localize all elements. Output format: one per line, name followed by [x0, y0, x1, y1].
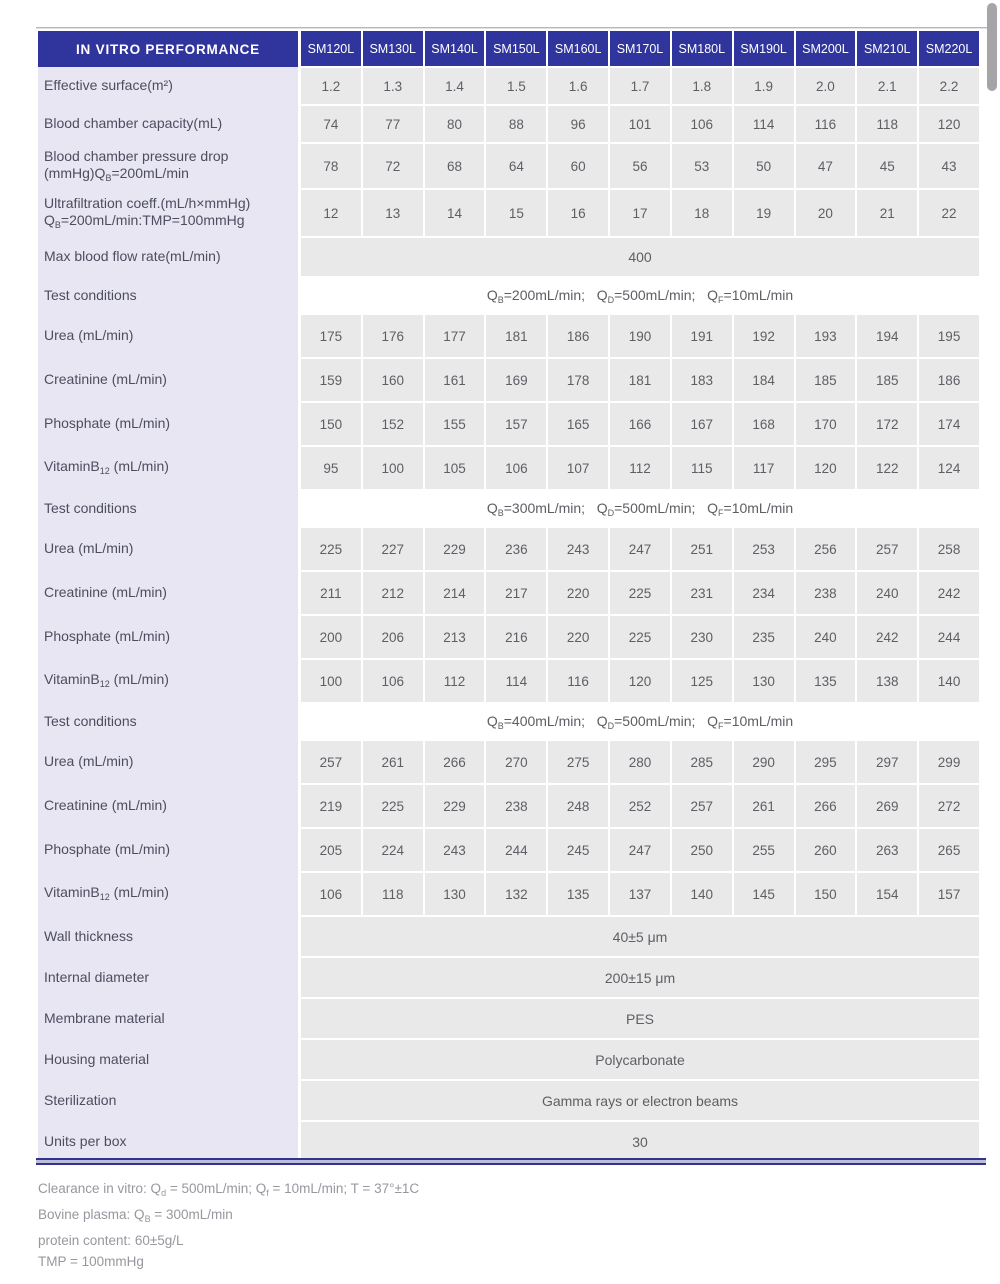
value-cell: 13 [362, 189, 424, 237]
span-value-cell: $Q_B=400mL/\min$; $Q_D=500mL/\min$; $Q_F=10mL/\min$ [300, 703, 980, 740]
value-cell: 214 [424, 571, 486, 615]
value-cell: 2.1 [856, 67, 918, 105]
value-cell: 43 [918, 143, 980, 189]
value-cell: 106 [300, 872, 362, 916]
value-cell: 167 [671, 402, 733, 446]
value-cell: 160 [362, 358, 424, 402]
value-cell: 266 [795, 784, 857, 828]
value-cell: 247 [609, 527, 671, 571]
value-cell: 172 [856, 402, 918, 446]
value-cell: 106 [485, 446, 547, 490]
value-cell: 272 [918, 784, 980, 828]
value-cell: 120 [918, 105, 980, 143]
value-cell: 266 [424, 740, 486, 784]
value-cell: 68 [424, 143, 486, 189]
column-header-model: SM170L [609, 31, 671, 67]
value-cell: 225 [300, 527, 362, 571]
value-cell: 225 [609, 571, 671, 615]
value-cell: 168 [733, 402, 795, 446]
value-cell: 261 [362, 740, 424, 784]
value-cell: 2.0 [795, 67, 857, 105]
value-cell: 14 [424, 189, 486, 237]
value-cell: 169 [485, 358, 547, 402]
table-row [38, 67, 980, 105]
value-cell: 225 [609, 615, 671, 659]
row-label: Test conditions [38, 277, 300, 314]
row-label: Test conditions [38, 490, 300, 527]
value-cell: 101 [609, 105, 671, 143]
footnote-line: TMP = 100mmHg [38, 1254, 144, 1269]
value-cell: 145 [733, 872, 795, 916]
row-label: Urea (mL/min) [38, 527, 300, 571]
value-cell: 56 [609, 143, 671, 189]
column-header-model: SM180L [671, 31, 733, 67]
value-cell: 263 [856, 828, 918, 872]
value-cell: 137 [609, 872, 671, 916]
column-header-model: SM210L [856, 31, 918, 67]
value-cell: 227 [362, 527, 424, 571]
column-header-model: SM140L [424, 31, 486, 67]
value-cell: 184 [733, 358, 795, 402]
row-label: Creatinine (mL/min) [38, 358, 300, 402]
table-row [38, 740, 980, 784]
value-cell: 16 [547, 189, 609, 237]
value-cell: 238 [485, 784, 547, 828]
row-label: Blood chamber capacity(mL) [38, 105, 300, 143]
value-cell: 240 [856, 571, 918, 615]
footnote-line: Clearance in vitro: $Q_d = 500mL/\min$; $Q_f = 10mL/\min$; T = 37°±1C [38, 1181, 420, 1198]
row-label: VitaminB$_{12}$ (mL/min) [38, 446, 300, 490]
value-cell: 229 [424, 784, 486, 828]
span-value-cell: $Q_B=200mL/\min$; $Q_D=500mL/\min$; $Q_F=10mL/\min$ [300, 277, 980, 314]
value-cell: 80 [424, 105, 486, 143]
value-cell: 60 [547, 143, 609, 189]
in-vitro-performance-table [38, 31, 980, 1162]
span-value-cell: 40±5 μm [300, 916, 980, 957]
value-cell: 285 [671, 740, 733, 784]
footnotes [38, 1178, 419, 1272]
row-label: Urea (mL/min) [38, 740, 300, 784]
value-cell: 236 [485, 527, 547, 571]
value-cell: 257 [671, 784, 733, 828]
table-row [38, 358, 980, 402]
value-cell: 194 [856, 314, 918, 358]
value-cell: 64 [485, 143, 547, 189]
footnote-line: protein content: 60±5g/L [38, 1233, 184, 1248]
value-cell: 120 [609, 659, 671, 703]
table-row [38, 105, 980, 143]
value-cell: 243 [424, 828, 486, 872]
value-cell: 200 [300, 615, 362, 659]
span-value-cell: 30 [300, 1121, 980, 1162]
value-cell: 107 [547, 446, 609, 490]
value-cell: 224 [362, 828, 424, 872]
value-cell: 212 [362, 571, 424, 615]
value-cell: 125 [671, 659, 733, 703]
column-header-model: SM120L [300, 31, 362, 67]
scrollbar-thumb[interactable] [987, 3, 997, 91]
row-label: Creatinine (mL/min) [38, 571, 300, 615]
value-cell: 116 [547, 659, 609, 703]
table-row [38, 571, 980, 615]
table-row [38, 446, 980, 490]
value-cell: 260 [795, 828, 857, 872]
value-cell: 140 [918, 659, 980, 703]
value-cell: 53 [671, 143, 733, 189]
row-label: Ultrafiltration coeff.(mL/h×mmHg) $Q_B=200mL/\min:TMP=100mmHg$ [38, 189, 300, 237]
value-cell: 1.9 [733, 67, 795, 105]
row-label: Blood chamber pressure drop $(mmHg)Q_B=200mL/\min$ [38, 143, 300, 189]
value-cell: 132 [485, 872, 547, 916]
value-cell: 72 [362, 143, 424, 189]
span-value-cell: Gamma rays or electron beams [300, 1080, 980, 1121]
row-label: Phosphate (mL/min) [38, 615, 300, 659]
value-cell: 12 [300, 189, 362, 237]
value-cell: 2.2 [918, 67, 980, 105]
span-value-cell: Polycarbonate [300, 1039, 980, 1080]
value-cell: 22 [918, 189, 980, 237]
value-cell: 50 [733, 143, 795, 189]
value-cell: 261 [733, 784, 795, 828]
value-cell: 157 [485, 402, 547, 446]
value-cell: 166 [609, 402, 671, 446]
value-cell: 193 [795, 314, 857, 358]
row-label: VitaminB$_{12}$ (mL/min) [38, 659, 300, 703]
value-cell: 257 [856, 527, 918, 571]
value-cell: 191 [671, 314, 733, 358]
value-cell: 100 [300, 659, 362, 703]
value-cell: 255 [733, 828, 795, 872]
span-value-cell: 400 [300, 237, 980, 277]
column-header-model: SM190L [733, 31, 795, 67]
value-cell: 245 [547, 828, 609, 872]
value-cell: 231 [671, 571, 733, 615]
table-row [38, 1080, 980, 1121]
value-cell: 100 [362, 446, 424, 490]
column-header-model: SM200L [795, 31, 857, 67]
value-cell: 47 [795, 143, 857, 189]
span-value-cell: PES [300, 998, 980, 1039]
value-cell: 157 [918, 872, 980, 916]
value-cell: 299 [918, 740, 980, 784]
value-cell: 178 [547, 358, 609, 402]
table-row [38, 402, 980, 446]
row-label: Urea (mL/min) [38, 314, 300, 358]
row-label: Effective surface(m²) [38, 67, 300, 105]
table-row [38, 957, 980, 998]
value-cell: 112 [424, 659, 486, 703]
value-cell: 130 [733, 659, 795, 703]
table-row [38, 143, 980, 189]
row-label: Creatinine (mL/min) [38, 784, 300, 828]
table-row [38, 527, 980, 571]
value-cell: 150 [300, 402, 362, 446]
table-row [38, 916, 980, 957]
value-cell: 248 [547, 784, 609, 828]
value-cell: 219 [300, 784, 362, 828]
value-cell: 295 [795, 740, 857, 784]
value-cell: 118 [362, 872, 424, 916]
value-cell: 220 [547, 571, 609, 615]
value-cell: 247 [609, 828, 671, 872]
value-cell: 185 [856, 358, 918, 402]
value-cell: 243 [547, 527, 609, 571]
value-cell: 257 [300, 740, 362, 784]
value-cell: 161 [424, 358, 486, 402]
value-cell: 112 [609, 446, 671, 490]
value-cell: 250 [671, 828, 733, 872]
value-cell: 185 [795, 358, 857, 402]
span-value-cell: 200±15 μm [300, 957, 980, 998]
value-cell: 297 [856, 740, 918, 784]
column-header-model: SM130L [362, 31, 424, 67]
column-header-model: SM220L [918, 31, 980, 67]
value-cell: 120 [795, 446, 857, 490]
value-cell: 235 [733, 615, 795, 659]
table-row [38, 784, 980, 828]
value-cell: 183 [671, 358, 733, 402]
value-cell: 124 [918, 446, 980, 490]
row-label: Units per box [38, 1121, 300, 1162]
value-cell: 74 [300, 105, 362, 143]
table-row [38, 703, 980, 740]
value-cell: 205 [300, 828, 362, 872]
span-value-cell: $Q_B=300mL/\min$; $Q_D=500mL/\min$; $Q_F=10mL/\min$ [300, 490, 980, 527]
value-cell: 269 [856, 784, 918, 828]
value-cell: 176 [362, 314, 424, 358]
value-cell: 96 [547, 105, 609, 143]
value-cell: 290 [733, 740, 795, 784]
value-cell: 181 [485, 314, 547, 358]
value-cell: 242 [918, 571, 980, 615]
top-divider [36, 27, 992, 29]
value-cell: 115 [671, 446, 733, 490]
value-cell: 253 [733, 527, 795, 571]
value-cell: 1.6 [547, 67, 609, 105]
value-cell: 19 [733, 189, 795, 237]
value-cell: 213 [424, 615, 486, 659]
value-cell: 135 [795, 659, 857, 703]
value-cell: 1.7 [609, 67, 671, 105]
value-cell: 18 [671, 189, 733, 237]
value-cell: 135 [547, 872, 609, 916]
value-cell: 280 [609, 740, 671, 784]
value-cell: 1.2 [300, 67, 362, 105]
value-cell: 256 [795, 527, 857, 571]
value-cell: 238 [795, 571, 857, 615]
value-cell: 155 [424, 402, 486, 446]
row-label: Test conditions [38, 703, 300, 740]
value-cell: 118 [856, 105, 918, 143]
value-cell: 117 [733, 446, 795, 490]
value-cell: 21 [856, 189, 918, 237]
value-cell: 186 [547, 314, 609, 358]
value-cell: 230 [671, 615, 733, 659]
row-label: Housing material [38, 1039, 300, 1080]
column-header-model: SM160L [547, 31, 609, 67]
value-cell: 15 [485, 189, 547, 237]
value-cell: 170 [795, 402, 857, 446]
row-label: Phosphate (mL/min) [38, 828, 300, 872]
value-cell: 152 [362, 402, 424, 446]
value-cell: 159 [300, 358, 362, 402]
value-cell: 270 [485, 740, 547, 784]
value-cell: 150 [795, 872, 857, 916]
value-cell: 258 [918, 527, 980, 571]
value-cell: 116 [795, 105, 857, 143]
value-cell: 211 [300, 571, 362, 615]
row-label: Wall thickness [38, 916, 300, 957]
value-cell: 154 [856, 872, 918, 916]
table-row [38, 828, 980, 872]
column-header-model: SM150L [485, 31, 547, 67]
value-cell: 216 [485, 615, 547, 659]
value-cell: 1.5 [485, 67, 547, 105]
row-label: Sterilization [38, 1080, 300, 1121]
value-cell: 78 [300, 143, 362, 189]
value-cell: 181 [609, 358, 671, 402]
value-cell: 217 [485, 571, 547, 615]
row-label: Internal diameter [38, 957, 300, 998]
value-cell: 240 [795, 615, 857, 659]
value-cell: 106 [362, 659, 424, 703]
value-cell: 242 [856, 615, 918, 659]
table-row [38, 998, 980, 1039]
table-row [38, 277, 980, 314]
value-cell: 140 [671, 872, 733, 916]
value-cell: 130 [424, 872, 486, 916]
value-cell: 138 [856, 659, 918, 703]
value-cell: 122 [856, 446, 918, 490]
table-header-row [38, 31, 980, 67]
table-row [38, 872, 980, 916]
value-cell: 165 [547, 402, 609, 446]
value-cell: 251 [671, 527, 733, 571]
value-cell: 275 [547, 740, 609, 784]
value-cell: 1.4 [424, 67, 486, 105]
value-cell: 106 [671, 105, 733, 143]
table-row [38, 490, 980, 527]
table-title: IN VITRO PERFORMANCE [38, 31, 300, 67]
value-cell: 1.8 [671, 67, 733, 105]
value-cell: 174 [918, 402, 980, 446]
bottom-divider [36, 1158, 986, 1165]
value-cell: 265 [918, 828, 980, 872]
value-cell: 77 [362, 105, 424, 143]
value-cell: 105 [424, 446, 486, 490]
value-cell: 190 [609, 314, 671, 358]
table-row [38, 237, 980, 277]
row-label: VitaminB$_{12}$ (mL/min) [38, 872, 300, 916]
table-row [38, 1121, 980, 1162]
value-cell: 186 [918, 358, 980, 402]
value-cell: 234 [733, 571, 795, 615]
table-row [38, 189, 980, 237]
value-cell: 95 [300, 446, 362, 490]
value-cell: 244 [918, 615, 980, 659]
value-cell: 192 [733, 314, 795, 358]
row-label: Phosphate (mL/min) [38, 402, 300, 446]
row-label: Membrane material [38, 998, 300, 1039]
table-row [38, 1039, 980, 1080]
value-cell: 114 [733, 105, 795, 143]
value-cell: 17 [609, 189, 671, 237]
value-cell: 45 [856, 143, 918, 189]
value-cell: 195 [918, 314, 980, 358]
value-cell: 114 [485, 659, 547, 703]
table-row [38, 314, 980, 358]
value-cell: 229 [424, 527, 486, 571]
value-cell: 225 [362, 784, 424, 828]
row-label: Max blood flow rate(mL/min) [38, 237, 300, 277]
value-cell: 206 [362, 615, 424, 659]
table-row [38, 659, 980, 703]
value-cell: 175 [300, 314, 362, 358]
value-cell: 252 [609, 784, 671, 828]
value-cell: 220 [547, 615, 609, 659]
table-row [38, 615, 980, 659]
value-cell: 244 [485, 828, 547, 872]
value-cell: 177 [424, 314, 486, 358]
value-cell: 1.3 [362, 67, 424, 105]
footnote-line: Bovine plasma: $Q_B = 300mL/\min$ [38, 1207, 233, 1224]
value-cell: 20 [795, 189, 857, 237]
value-cell: 88 [485, 105, 547, 143]
